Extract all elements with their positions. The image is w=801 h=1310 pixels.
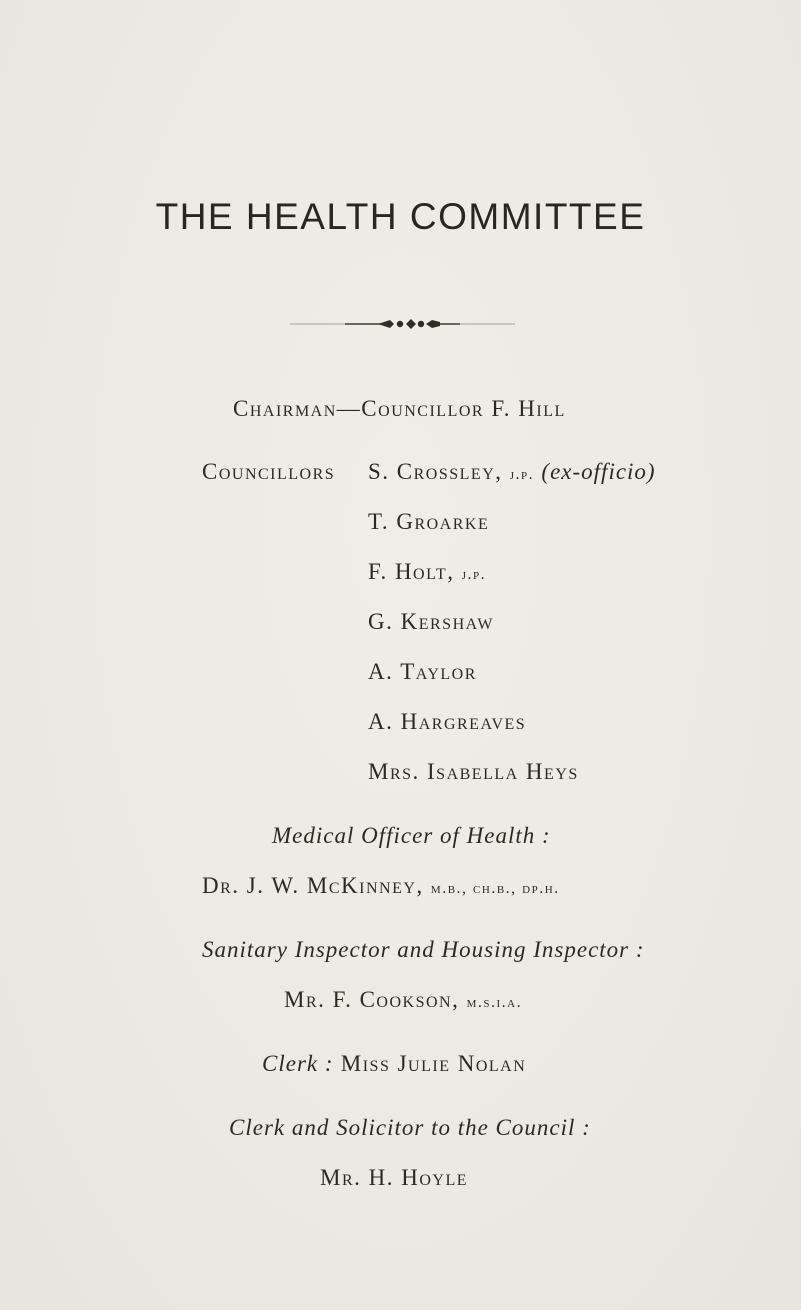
chairman-line [233, 396, 566, 422]
councillor-crossley [368, 459, 656, 485]
clerk-line [262, 1051, 526, 1077]
chairman-separator: — [336, 396, 362, 421]
councillor-taylor: A. Taylor [368, 659, 477, 684]
document-title: THE HEALTH COMMITTEE [155, 196, 646, 237]
sanitary-inspector-heading: Sanitary Inspector and Housing Inspector : [202, 937, 645, 962]
medical-officer-qualifications: m.b., ch.b., dp.h. [430, 880, 560, 897]
sanitary-inspector-name: Mr. F. Cookson, [284, 987, 460, 1012]
councillor-title: j.p. [461, 566, 487, 583]
ornament-divider-icon [290, 316, 515, 332]
clerk-name: Miss Julie Nolan [340, 1051, 527, 1076]
sanitary-inspector-qualifications: m.s.i.a. [466, 994, 523, 1011]
councillor-name: S. Crossley, [368, 459, 503, 484]
sanitary-inspector-line [284, 987, 522, 1013]
councillor-title: j.p. [509, 466, 535, 483]
clerk-heading: Clerk : [262, 1051, 334, 1076]
clerk-solicitor-heading: Clerk and Solicitor to the Council : [229, 1115, 591, 1140]
councillor-name: F. Holt, [368, 559, 455, 584]
chairman-name: Councillor F. Hill [361, 396, 566, 421]
councillor-holt [368, 559, 486, 585]
ex-officio-note: (ex-officio) [541, 459, 656, 484]
councillor-heys: Mrs. Isabella Heys [368, 759, 579, 784]
medical-officer-heading: Medical Officer of Health : [272, 823, 551, 848]
medical-officer-line [202, 873, 560, 899]
councillor-kershaw: G. Kershaw [368, 609, 494, 634]
medical-officer-name: Dr. J. W. McKinney, [202, 873, 424, 898]
councillors-label: Councillors [202, 459, 336, 484]
councillor-hargreaves: A. Hargreaves [368, 709, 527, 734]
chairman-role: Chairman [233, 396, 337, 421]
councillor-groarke: T. Groarke [368, 509, 490, 534]
clerk-solicitor-name: Mr. H. Hoyle [320, 1165, 468, 1190]
